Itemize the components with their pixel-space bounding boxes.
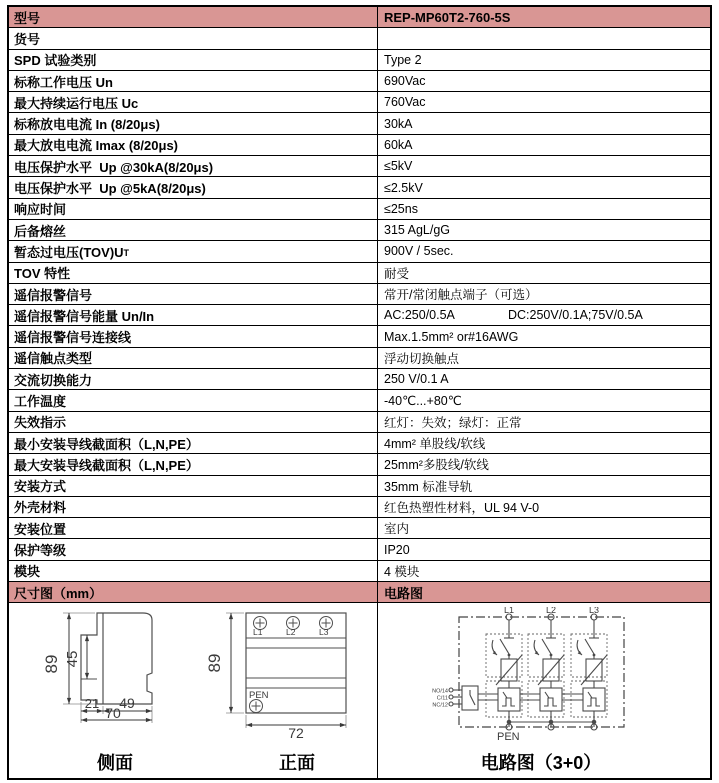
row-label: 遥信触点类型 bbox=[9, 348, 378, 368]
front-terminal-l1: L1 bbox=[253, 627, 263, 638]
table-row bbox=[9, 518, 710, 539]
gas-discharge-tube-icon bbox=[583, 688, 605, 711]
row-label: 响应时间 bbox=[9, 199, 378, 219]
row-label: 遥信报警信号连接线 bbox=[9, 326, 378, 346]
row-label: 最大放电电流 Imax (8/20μs) bbox=[9, 135, 378, 155]
row-value: 4 模块 bbox=[384, 564, 420, 579]
row-value: 耐受 bbox=[384, 266, 410, 281]
side-dim-a: 21 bbox=[84, 696, 100, 712]
circuit-pen-label: PEN bbox=[497, 731, 520, 744]
table-row bbox=[9, 177, 710, 198]
row-value: 4mm² 单股线/软线 bbox=[384, 437, 486, 452]
table-row bbox=[9, 412, 710, 433]
row-label: 最小安装导线截面积（L,N,PE） bbox=[9, 433, 378, 453]
section-right-label: 电路图 bbox=[384, 585, 424, 601]
row-label: 遥信报警信号 bbox=[9, 284, 378, 304]
table-row bbox=[9, 28, 710, 49]
table-row bbox=[9, 476, 710, 497]
table-row bbox=[9, 348, 710, 369]
row-value: 红灯：失效；绿灯：正常 bbox=[384, 415, 522, 430]
front-view-drawing bbox=[205, 613, 346, 773]
row-label: 最大持续运行电压 Uc bbox=[9, 92, 378, 112]
table-row bbox=[9, 433, 710, 454]
side-dim-b: 49 bbox=[119, 695, 135, 712]
thermal-disconnect-icon bbox=[492, 640, 497, 655]
table-row-section bbox=[9, 582, 710, 603]
row-value: Type 2 bbox=[384, 52, 422, 67]
circuit-diagram bbox=[378, 607, 709, 773]
front-pen-label: PEN bbox=[249, 690, 269, 702]
row-value: IP20 bbox=[384, 542, 410, 557]
row-value: 室内 bbox=[384, 522, 410, 537]
table-row bbox=[9, 199, 710, 220]
circuit-caption: 电路图（3+0） bbox=[480, 753, 602, 774]
spd-branch bbox=[528, 614, 564, 730]
table-row bbox=[9, 220, 710, 241]
row-value: 315 AgL/gG bbox=[384, 223, 451, 238]
relay-terminal-nc: NC/12 bbox=[432, 702, 448, 709]
side-view-drawing bbox=[42, 613, 152, 773]
row-label: 遥信报警信号能量 Un/In bbox=[9, 305, 378, 325]
row-value: AC:250/0.5A DC:250V/0.1A;75V/0.5A bbox=[384, 308, 643, 323]
row-value: 25mm²多股线/软线 bbox=[384, 458, 489, 473]
side-view-caption: 侧面 bbox=[97, 753, 133, 774]
dimension-drawing bbox=[9, 607, 377, 773]
spd-branch bbox=[571, 614, 607, 730]
row-value: 250 V/0.1 A bbox=[384, 372, 449, 387]
row-label: 电压保护水平 Up @30kA(8/20μs) bbox=[9, 156, 378, 176]
terminal-icon bbox=[250, 700, 263, 713]
row-label: 安装方式 bbox=[9, 476, 378, 496]
model-value: REP-MP60T2-760-5S bbox=[384, 9, 511, 25]
gas-discharge-tube-icon bbox=[498, 688, 520, 711]
spec-table bbox=[7, 5, 712, 780]
dimension-drawing-cell bbox=[9, 603, 378, 778]
relay-terminal-no: NO/14 bbox=[432, 688, 448, 695]
row-label: 失效指示 bbox=[9, 412, 378, 432]
table-row bbox=[9, 284, 710, 305]
table-row bbox=[9, 92, 710, 113]
table-row bbox=[9, 561, 710, 582]
row-label: 货号 bbox=[9, 28, 378, 48]
table-row bbox=[9, 390, 710, 411]
front-terminal-l2: L2 bbox=[286, 627, 296, 638]
row-value: 900V / 5sec. bbox=[384, 244, 454, 259]
diagram-row bbox=[9, 603, 710, 778]
row-value: -40℃...+80℃ bbox=[384, 393, 462, 408]
table-row bbox=[9, 454, 710, 475]
side-dim-total: 70 bbox=[105, 705, 121, 722]
circuit-phase-l2: L2 bbox=[545, 607, 557, 616]
row-value: 690Vac bbox=[384, 74, 426, 89]
table-row bbox=[9, 241, 710, 262]
row-label: 模块 bbox=[9, 561, 378, 581]
row-value: 常开/常闭触点端子（可选） bbox=[384, 288, 538, 302]
section-left-label: 尺寸图（mm） bbox=[9, 582, 378, 602]
row-value: 760Vac bbox=[384, 95, 426, 110]
circuit-diagram-cell bbox=[378, 603, 710, 778]
thermal-disconnect-icon bbox=[577, 640, 582, 655]
row-label: 最大安装导线截面积（L,N,PE） bbox=[9, 454, 378, 474]
row-value: ≤25ns bbox=[384, 201, 418, 216]
row-label: 工作温度 bbox=[9, 390, 378, 410]
row-value: ≤5kV bbox=[384, 159, 413, 174]
row-value: ≤2.5kV bbox=[384, 180, 423, 195]
table-row bbox=[9, 497, 710, 518]
side-dim-height: 89 bbox=[42, 654, 61, 674]
row-value: 60kA bbox=[384, 137, 413, 152]
row-value: 浮动切换触点 bbox=[384, 351, 460, 366]
row-label: TOV 特性 bbox=[9, 263, 378, 283]
table-row-model bbox=[9, 7, 710, 28]
circuit-phase-l1: L1 bbox=[503, 607, 515, 616]
table-row bbox=[9, 50, 710, 71]
table-row bbox=[9, 135, 710, 156]
front-terminal-l3: L3 bbox=[319, 627, 329, 638]
table-row bbox=[9, 113, 710, 134]
front-dim-width: 72 bbox=[288, 725, 304, 742]
spd-branch bbox=[486, 614, 522, 730]
row-value: 30kA bbox=[384, 116, 413, 131]
table-row bbox=[9, 539, 710, 560]
circuit-phase-l3: L3 bbox=[588, 607, 600, 616]
relay-terminal-c: C/11 bbox=[436, 695, 448, 702]
row-label: 保护等级 bbox=[9, 539, 378, 559]
row-label: 安装位置 bbox=[9, 518, 378, 538]
front-dim-height: 89 bbox=[205, 653, 224, 673]
table-row bbox=[9, 263, 710, 284]
table-row bbox=[9, 326, 710, 347]
side-dim-upper: 45 bbox=[64, 650, 81, 668]
row-label: 电压保护水平 Up @5kA(8/20μs) bbox=[9, 177, 378, 197]
row-label: 暂态过电压(TOV)U T bbox=[9, 241, 378, 261]
row-value: Max.1.5mm² or#16AWG bbox=[384, 329, 519, 344]
gas-discharge-tube-icon bbox=[540, 688, 562, 711]
row-label: 标称工作电压 Un bbox=[9, 71, 378, 91]
row-value bbox=[378, 28, 710, 48]
row-label: 交流切换能力 bbox=[9, 369, 378, 389]
row-label: SPD 试验类别 bbox=[9, 50, 378, 70]
row-value: 35mm 标准导轨 bbox=[384, 479, 473, 494]
row-label: 后备熔丝 bbox=[9, 220, 378, 240]
front-view-caption: 正面 bbox=[279, 753, 315, 774]
row-label: 标称放电电流 In (8/20μs) bbox=[9, 113, 378, 133]
remote-signal-relay bbox=[432, 686, 478, 710]
row-label: 外壳材料 bbox=[9, 497, 378, 517]
table-row bbox=[9, 305, 710, 326]
thermal-disconnect-icon bbox=[534, 640, 539, 655]
table-row bbox=[9, 369, 710, 390]
table-row bbox=[9, 71, 710, 92]
model-label: 型号 bbox=[9, 7, 378, 27]
row-value: 红色热塑性材料，UL 94 V-0 bbox=[384, 500, 540, 515]
table-row bbox=[9, 156, 710, 177]
signal-bus bbox=[478, 694, 583, 700]
